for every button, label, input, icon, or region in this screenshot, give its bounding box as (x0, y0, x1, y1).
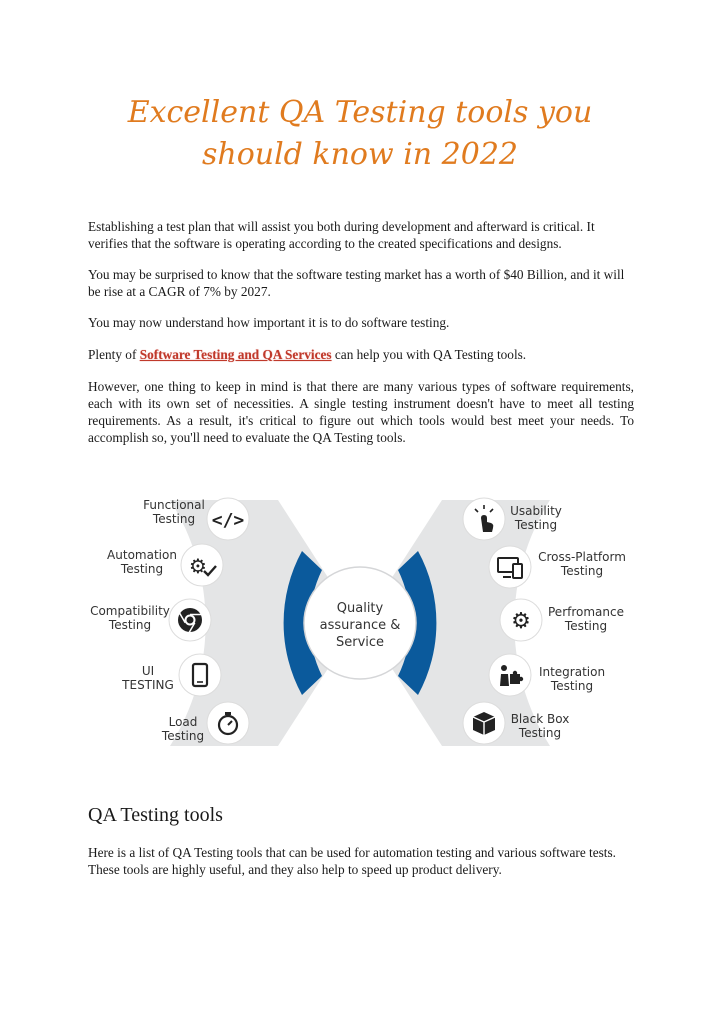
label-usability-testing: Usability Testing (510, 504, 562, 532)
gear-icon: ⚙ (511, 609, 531, 634)
label-load-testing: Load Testing (161, 715, 205, 743)
label-compatibility-testing: Compatibility Testing (90, 604, 170, 632)
services-text-after: can help you with QA Testing tools. (331, 347, 527, 362)
label-performance-testing: Perfromance Testing (548, 605, 624, 633)
icon-circle-usability (463, 498, 505, 540)
section-heading: QA Testing tools (88, 804, 223, 826)
label-integration-testing: Integration Testing (538, 665, 606, 693)
paragraph-tools-intro: Here is a list of QA Testing tools that can be used for automation testing and various software tests. These tools are highly useful, and they also help to speed up product delivery. (88, 845, 617, 877)
page-title: Excellent QA Testing tools you should know in 2022 (127, 95, 593, 172)
paragraph-market: You may be surprised to know that the software testing market has a worth of $40 Billion, and it will be rise at a CAGR of 7% by 2027. (88, 267, 625, 299)
label-black-box-testing: Black Box Testing (510, 712, 570, 740)
icon-circle-cross-platform (489, 546, 531, 588)
paragraph-services (88, 346, 634, 363)
icon-circle-integration (489, 654, 531, 696)
code-icon: </> (211, 510, 245, 531)
center-label: Quality assurance & Service (319, 601, 401, 650)
label-cross-platform-testing: Cross-Platform Testing (538, 550, 626, 578)
label-automation-testing: Automation Testing (107, 548, 177, 576)
services-link[interactable]: Software Testing and QA Services (139, 347, 332, 362)
icon-circle-black-box (463, 702, 505, 744)
services-text-before: Plenty of (88, 347, 140, 362)
label-functional-testing: Functional Testing (143, 498, 205, 526)
gear-check-icon: ⚙ (189, 554, 207, 578)
qa-infographic (80, 488, 640, 758)
icon-circle-performance (500, 599, 542, 641)
paragraph-intro: Establishing a test plan that will assist you both during development and afterward is critical. It verifies that the software is operating according to the created specifications and designs. (88, 219, 595, 251)
paragraph-however: However, one thing to keep in mind is that there are many various types of software requirements, each with its own set of necessities. A single testing instrument doesn't have to meet all testing requirements. As a result, it's critical to figure out which tools would best meet your needs. To accomplish so, you'll need to evaluate the QA Testing tools. (88, 379, 634, 445)
label-ui-testing: UI TESTING (122, 664, 174, 692)
paragraph-importance: You may now understand how important it is to do software testing. (88, 315, 450, 330)
